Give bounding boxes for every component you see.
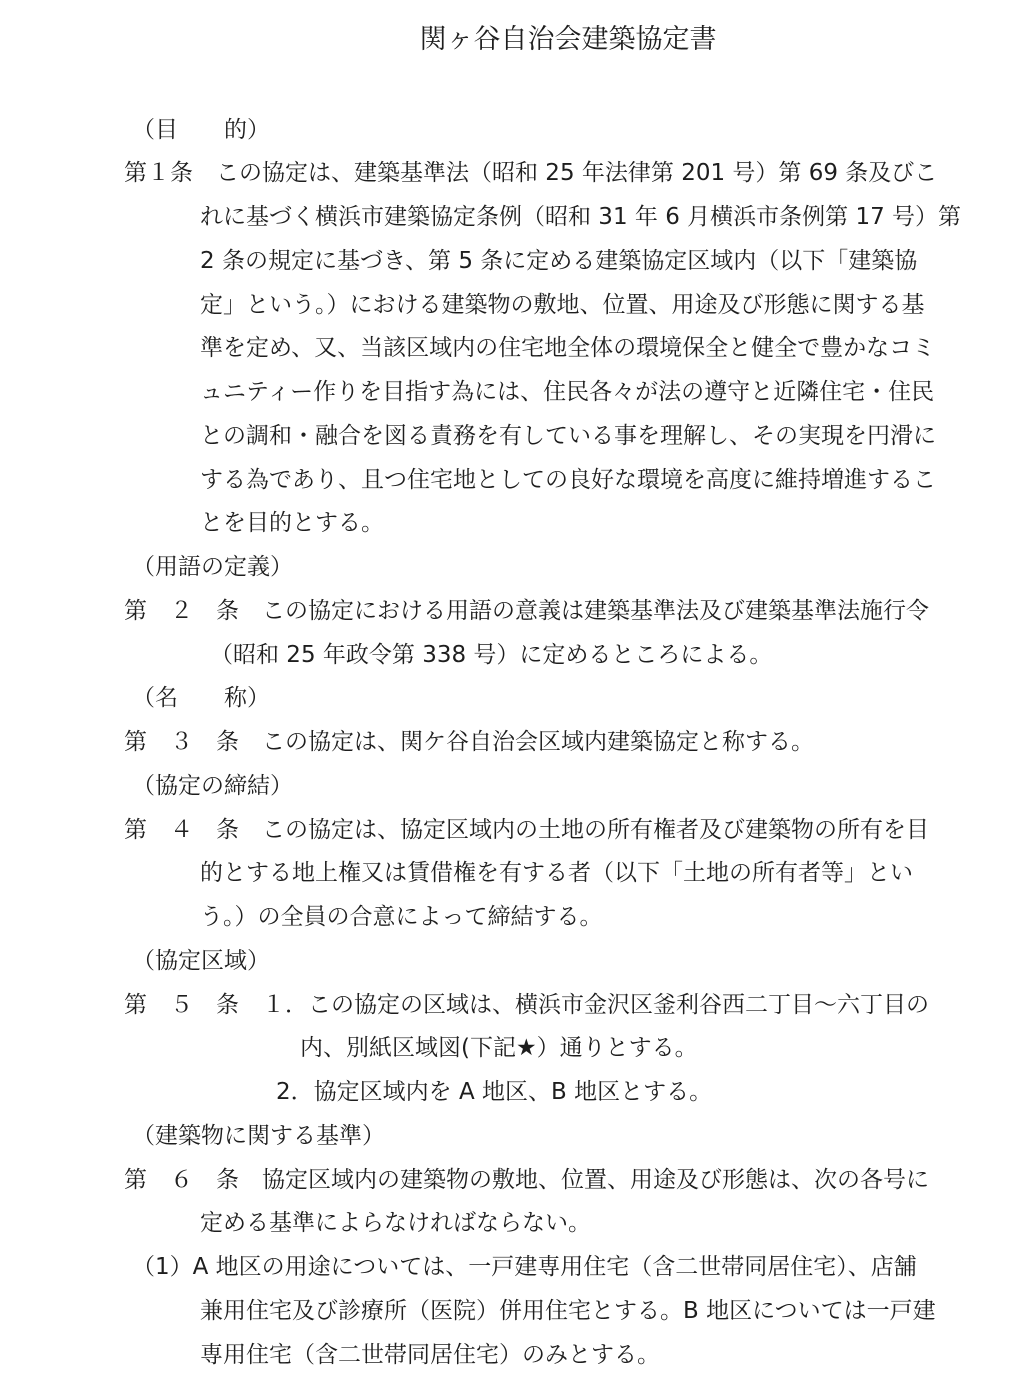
article-4-line-1: 第 ４ 条 この協定は、協定区域内の土地の所有権者及び建築物の所有を目: [124, 817, 929, 843]
article-1-line-6: ュニティー作りを目指す為には、住民各々が法の遵守と近隣住宅・住民: [200, 379, 935, 405]
article-6-line-1: 第 ６ 条 協定区域内の建築物の敷地、位置、用途及び形態は、次の各号に: [124, 1167, 929, 1193]
article-4-line-2: 的とする地上権又は賃借権を有する者（以下「土地の所有者等」とい: [200, 860, 913, 886]
heading-conclusion: （協定の締結）: [132, 773, 293, 799]
article-1-line-5: 準を定め、又、当該区域内の住宅地全体の環境保全と健全で豊かなコミ: [200, 335, 936, 361]
heading-definitions: （用語の定義）: [132, 554, 293, 580]
article-1-line-2: れに基づく横浜市建築協定条例（昭和 31 年 6 月横浜市条例第 17 号）第: [200, 204, 962, 230]
heading-purpose: （目 的）: [132, 117, 270, 143]
article-6-line-2: 定める基準によらなければならない。: [200, 1210, 591, 1236]
article-1-line-4: 定」という。）における建築物の敷地、位置、用途及び形態に関する基: [200, 292, 925, 318]
article-6-item-1-line-3: 専用住宅（含二世帯同居住宅）のみとする。: [200, 1342, 660, 1368]
article-2-line-2: （昭和 25 年政令第 338 号）に定めるところによる。: [210, 642, 773, 668]
document-title: 関ヶ谷自治会建築協定書: [419, 24, 717, 55]
article-6-item-1-line-1: （1）A 地区の用途については、一戸建専用住宅（含二世帯同居住宅）、店舗: [132, 1254, 917, 1280]
heading-building-standards: （建築物に関する基準）: [132, 1123, 385, 1149]
heading-name: （名 称）: [132, 685, 270, 711]
article-1-line-3: 2 条の規定に基づき、第 5 条に定める建築協定区域内（以下「建築協: [200, 248, 918, 274]
article-5-line-2: 内、別紙区域図(下記★）通りとする。: [300, 1035, 698, 1061]
article-1-line-8: する為であり、且つ住宅地としての良好な環境を高度に維持増進するこ: [200, 467, 936, 493]
article-2-line-1: 第 ２ 条 この協定における用語の意義は建築基準法及び建築基準法施行令: [124, 598, 929, 624]
article-4-line-3: う。）の全員の合意によって締結する。: [200, 904, 603, 930]
article-1-line-7: との調和・融合を図る責務を有している事を理解し、その実現を円滑に: [200, 423, 936, 449]
article-6-item-1-line-2: 兼用住宅及び診療所（医院）併用住宅とする。B 地区については一戸建: [200, 1298, 936, 1324]
article-1-line-9: とを目的とする。: [200, 510, 384, 536]
article-1-line-1: 第１条 この協定は、建築基準法（昭和 25 年法律第 201 号）第 69 条及びこ: [124, 160, 938, 186]
article-5-line-1: 第 ５ 条 １．この協定の区域は、横浜市金沢区釜利谷西二丁目～六丁目の: [124, 992, 929, 1018]
article-5-line-3: 2．協定区域内を A 地区、B 地区とする。: [276, 1079, 713, 1105]
article-3-line-1: 第 ３ 条 この協定は、関ケ谷自治会区域内建築協定と称する。: [124, 729, 814, 755]
heading-area: （協定区域）: [132, 948, 270, 974]
